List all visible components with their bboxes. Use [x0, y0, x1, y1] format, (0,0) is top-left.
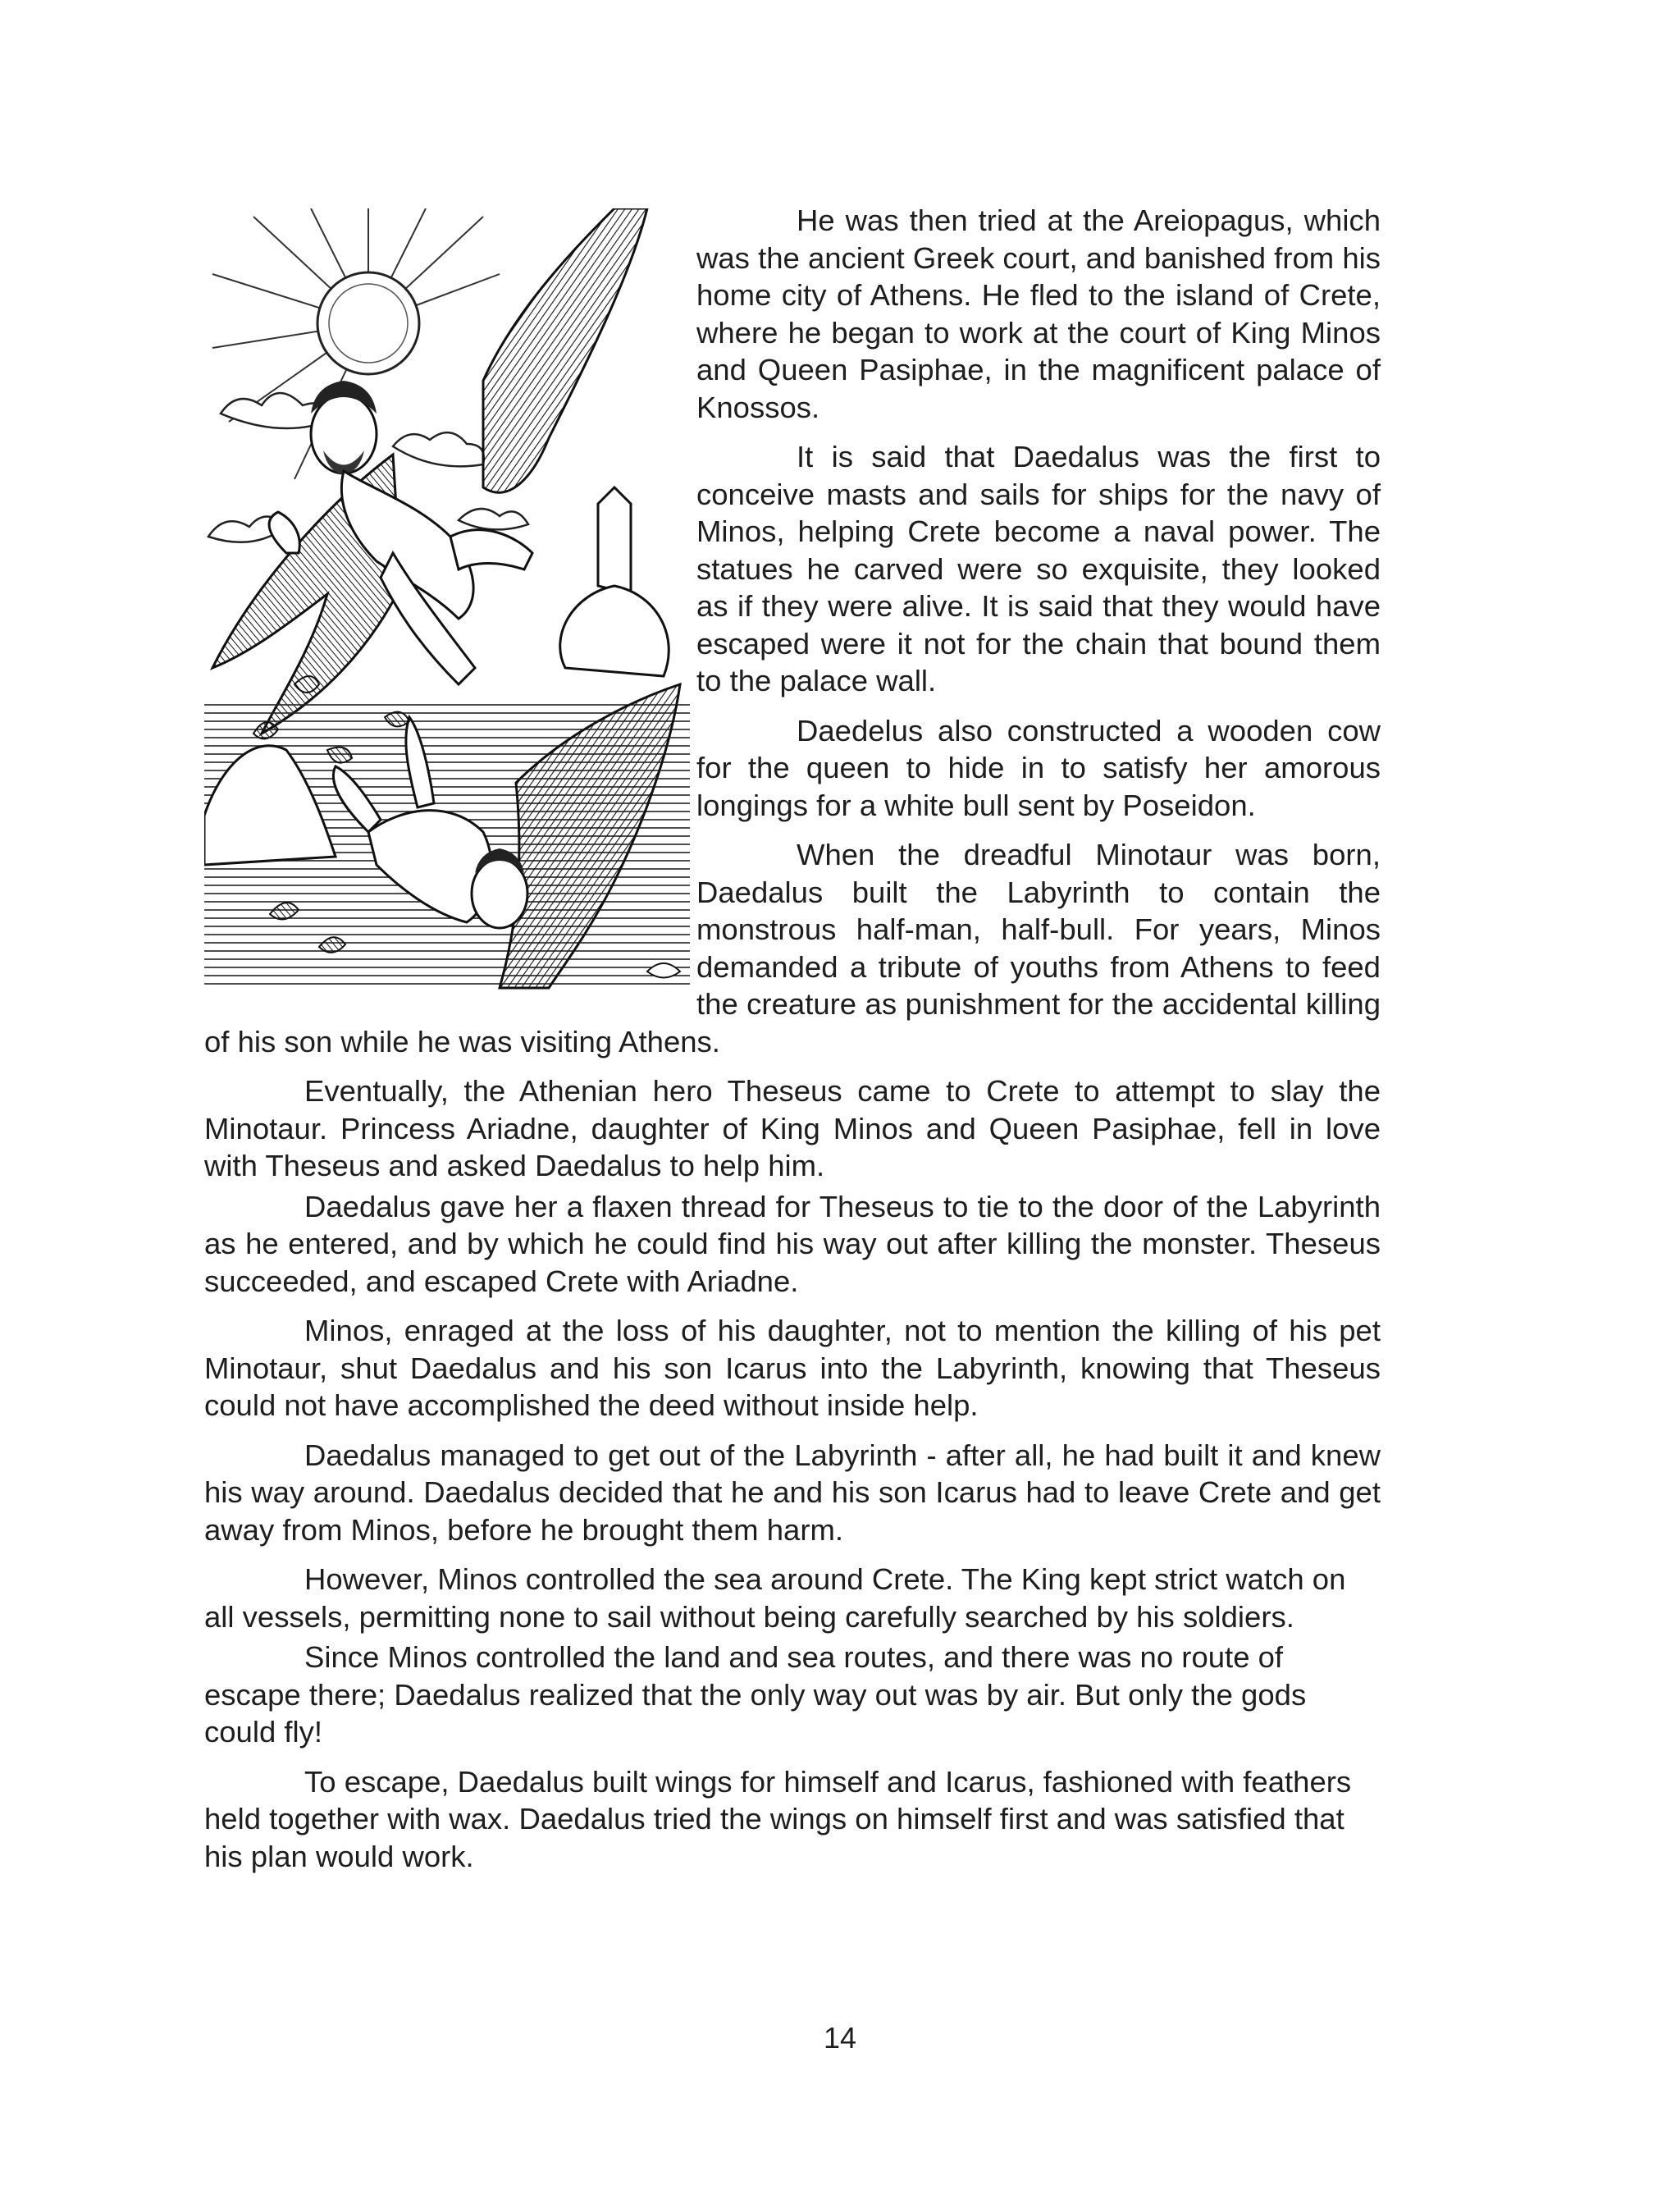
paragraph: He was then tried at the Areiopagus, which was the ancient Greek court, and banished from his home city of Athens. He fled to the island of Crete, where he began to work at the court of King Minos and Queen Pasiphae, in the magnificent palace of Knossos. — [696, 203, 1381, 424]
paragraph: To escape, Daedalus built wings for himself and Icarus, fashioned with feathers held together with wax. Daedalus tried the wings on himself first and was satisfied that his plan would work. — [204, 1764, 1352, 1873]
paragraph: Daedelus also constructed a wooden cow for the queen to hide in to satisfy her amorous longings for a white bull sent by Poseidon. — [696, 713, 1381, 822]
paragraph: Minos, enraged at the loss of his daughter, not to mention the killing of his pet Minotaur, shut Daedalus and his son Icarus into the Labyrinth, knowing that Theseus could not have accomplished the deed without inside help. — [204, 1314, 1381, 1422]
paragraph: Eventually, the Athenian hero Theseus came to Crete to attempt to slay the Minotaur. Princess Ariadne, daughter of King Minos and Queen Pasiphae, fell in love with Theseus and asked Daedalus to help him. — [204, 1074, 1381, 1182]
paragraph: However, Minos controlled the sea around Crete. The King kept strict watch on all vessels, permitting none to sail without being carefully searched by his soldiers. — [204, 1562, 1346, 1634]
paragraph: Daedalus gave her a flaxen thread for Theseus to tie to the door of the Labyrinth as he entered, and by which he could find his way out after killing the monster. Theseus succeeded, and escaped Crete with Ariadne. — [204, 1189, 1381, 1298]
daedalus-icarus-illustration — [204, 208, 690, 990]
paragraph: Daedalus managed to get out of the Labyrinth - after all, he had built it and knew his way around. Daedalus decided that he and his son Icarus had to leave Crete and get away from Minos, before he brought them harm. — [204, 1438, 1381, 1547]
paragraph: Since Minos controlled the land and sea routes, and there was no route of escape there; Daedalus realized that the only way out was by air. But only the gods could fly! — [204, 1640, 1307, 1749]
page-number: 14 — [823, 2021, 857, 2055]
paragraph: It is said that Daedalus was the first to conceive masts and sails for ships for the navy of Minos, helping Crete become a naval power. The statues he carved were so exquisite, they looked as if they were alive. It is said that they would have escaped were it not for the chain that bound them to the palace wall. — [696, 440, 1381, 697]
body-text — [204, 202, 1381, 1887]
paragraph: When the dreadful Minotaur was born, Daedalus built the Labyrinth to contain the monstrous half-man, half-bull. For years, Minos demanded a tribute of youths from Athens to feed the creature as punishment for the accidental killing of his son while he was visiting Athens. — [204, 838, 1381, 1058]
